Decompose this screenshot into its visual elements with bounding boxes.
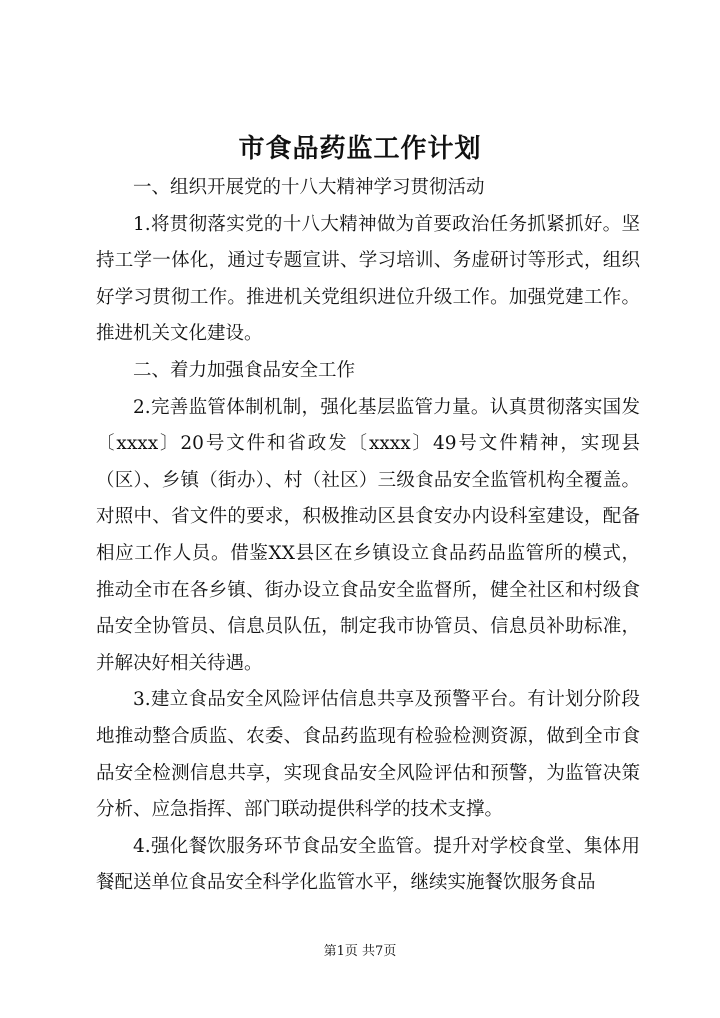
- page-footer: 第1页 共7页: [323, 944, 397, 959]
- section-heading-2: 二、着力加强食品安全工作: [133, 359, 356, 381]
- paragraph-2: 2.完善监管体制机制，强化基层监管力量。认真贯彻落实国发〔xxxx〕20号文件和省政发〔xxxx〕49号文件精神，实现县（区）、乡镇（街办）、村（社区）三级食品安全监管机构全覆盖。对照中、省文件的要求，积极推动区县食安办内设科室建设，配备相应工作人员。借鉴XX县区在乡镇设立食品药品监管所的模式，推动全市在各乡镇、街办设立食品安全监督所，健全社区和村级食品安全协管员、信息员队伍，制定我市协管员、信息员补助标准，并解决好相关待遇。: [96, 396, 640, 674]
- page-title: 市食品药监工作计划: [238, 134, 482, 164]
- paragraph-1: 1.将贯彻落实党的十八大精神做为首要政治任务抓紧抓好。坚持工学一体化，通过专题宣讲、学习培训、务虚研讨等形式，组织好学习贯彻工作。推进机关党组织进位升级工作。加强党建工作。推进机关文化建设。: [96, 213, 640, 345]
- document-body: [96, 170, 640, 902]
- section-heading-1: 一、组织开展党的十八大精神学习贯彻活动: [133, 177, 485, 198]
- paragraph-4: 4.强化餐饮服务环节食品安全监管。提升对学校食堂、集体用餐配送单位食品安全科学化监管水平，继续实施餐饮服务食品: [96, 835, 640, 894]
- paragraph-3: 3.建立食品安全风险评估信息共享及预警平台。有计划分阶段地推动整合质监、农委、食品药监现有检验检测资源，做到全市食品安全检测信息共享，实现食品安全风险评估和预警，为监管决策分析、应急指挥、部门联动提供科学的技术支撑。: [96, 689, 640, 821]
